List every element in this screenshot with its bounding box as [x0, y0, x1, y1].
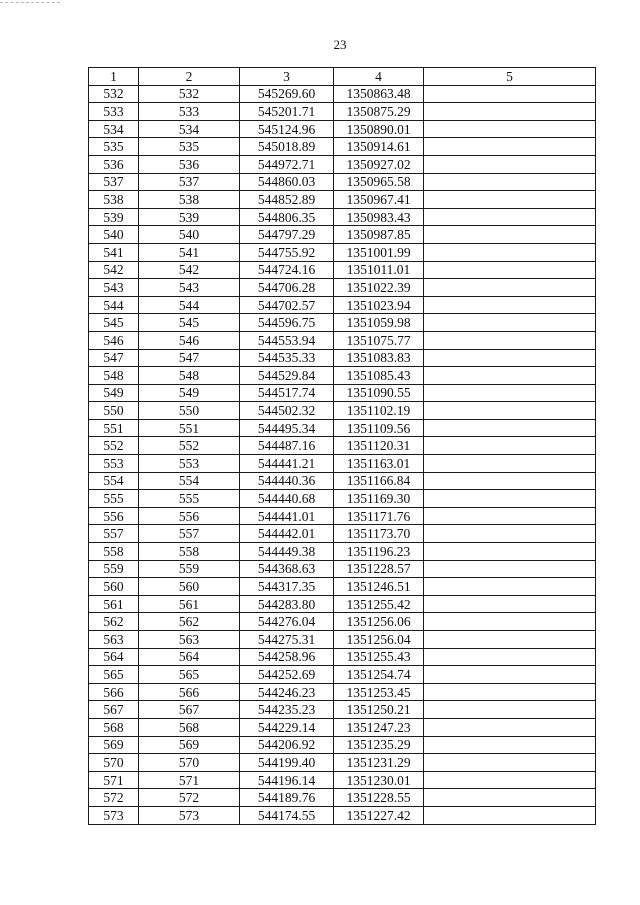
cell-note — [424, 243, 596, 261]
cell-note — [424, 402, 596, 420]
cell-y-coordinate: 1351227.42 — [334, 806, 424, 824]
cell-point-id: 570 — [139, 754, 240, 772]
cell-point-number: 543 — [89, 279, 139, 297]
cell-x-coordinate: 544258.96 — [240, 648, 334, 666]
cell-x-coordinate: 544860.03 — [240, 173, 334, 191]
cell-note — [424, 384, 596, 402]
cell-x-coordinate: 544806.35 — [240, 208, 334, 226]
cell-x-coordinate: 544229.14 — [240, 718, 334, 736]
cell-point-number: 559 — [89, 560, 139, 578]
cell-y-coordinate: 1350890.01 — [334, 120, 424, 138]
cell-point-id: 562 — [139, 613, 240, 631]
table-row — [89, 120, 596, 138]
cell-point-number: 552 — [89, 437, 139, 455]
cell-point-id: 567 — [139, 701, 240, 719]
column-header: 4 — [334, 68, 424, 86]
cell-point-number: 555 — [89, 490, 139, 508]
cell-y-coordinate: 1350967.41 — [334, 191, 424, 209]
cell-point-id: 563 — [139, 631, 240, 649]
table-row — [89, 771, 596, 789]
table-row — [89, 560, 596, 578]
cell-x-coordinate: 544553.94 — [240, 331, 334, 349]
cell-note — [424, 331, 596, 349]
cell-y-coordinate: 1351171.76 — [334, 507, 424, 525]
cell-x-coordinate: 545201.71 — [240, 103, 334, 121]
cell-point-number: 564 — [89, 648, 139, 666]
table-row — [89, 806, 596, 824]
cell-note — [424, 683, 596, 701]
cell-x-coordinate: 544755.92 — [240, 243, 334, 261]
cell-note — [424, 631, 596, 649]
cell-y-coordinate: 1351163.01 — [334, 455, 424, 473]
table-row — [89, 226, 596, 244]
cell-x-coordinate: 545124.96 — [240, 120, 334, 138]
cell-y-coordinate: 1351166.84 — [334, 472, 424, 490]
cell-note — [424, 85, 596, 103]
cell-point-id: 536 — [139, 155, 240, 173]
cell-y-coordinate: 1351256.04 — [334, 631, 424, 649]
cell-note — [424, 208, 596, 226]
cell-point-number: 567 — [89, 701, 139, 719]
cell-y-coordinate: 1351255.42 — [334, 595, 424, 613]
table-row — [89, 595, 596, 613]
cell-y-coordinate: 1351256.06 — [334, 613, 424, 631]
cell-point-number: 533 — [89, 103, 139, 121]
cell-point-id: 551 — [139, 419, 240, 437]
table-row — [89, 191, 596, 209]
cell-point-number: 545 — [89, 314, 139, 332]
cell-y-coordinate: 1351090.55 — [334, 384, 424, 402]
table-row — [89, 261, 596, 279]
table-row — [89, 243, 596, 261]
cell-point-number: 544 — [89, 296, 139, 314]
cell-note — [424, 595, 596, 613]
table-row — [89, 85, 596, 103]
cell-y-coordinate: 1351231.29 — [334, 754, 424, 772]
cell-x-coordinate: 544972.71 — [240, 155, 334, 173]
cell-y-coordinate: 1351228.55 — [334, 789, 424, 807]
cell-point-id: 565 — [139, 666, 240, 684]
cell-point-id: 554 — [139, 472, 240, 490]
page-number: 23 — [333, 37, 347, 52]
cell-note — [424, 103, 596, 121]
cell-x-coordinate: 545269.60 — [240, 85, 334, 103]
table-row — [89, 543, 596, 561]
cell-point-id: 553 — [139, 455, 240, 473]
table-header-row — [89, 68, 596, 86]
table-row — [89, 437, 596, 455]
cell-x-coordinate: 544797.29 — [240, 226, 334, 244]
cell-point-number: 558 — [89, 543, 139, 561]
cell-point-id: 572 — [139, 789, 240, 807]
table-row — [89, 736, 596, 754]
cell-y-coordinate: 1351250.21 — [334, 701, 424, 719]
cell-point-number: 534 — [89, 120, 139, 138]
cell-y-coordinate: 1350863.48 — [334, 85, 424, 103]
cell-point-id: 538 — [139, 191, 240, 209]
cell-x-coordinate: 544596.75 — [240, 314, 334, 332]
cell-point-id: 546 — [139, 331, 240, 349]
cell-note — [424, 754, 596, 772]
cell-point-number: 570 — [89, 754, 139, 772]
cell-point-number: 549 — [89, 384, 139, 402]
cell-note — [424, 578, 596, 596]
table-row — [89, 789, 596, 807]
cell-point-id: 548 — [139, 367, 240, 385]
cell-x-coordinate: 545018.89 — [240, 138, 334, 156]
cell-x-coordinate: 544517.74 — [240, 384, 334, 402]
cell-point-number: 565 — [89, 666, 139, 684]
cell-note — [424, 560, 596, 578]
cell-note — [424, 507, 596, 525]
cell-y-coordinate: 1351075.77 — [334, 331, 424, 349]
cell-y-coordinate: 1351230.01 — [334, 771, 424, 789]
cell-note — [424, 789, 596, 807]
cell-y-coordinate: 1351228.57 — [334, 560, 424, 578]
cell-point-number: 542 — [89, 261, 139, 279]
cell-note — [424, 367, 596, 385]
column-header: 3 — [240, 68, 334, 86]
cell-point-number: 571 — [89, 771, 139, 789]
cell-point-number: 538 — [89, 191, 139, 209]
cell-note — [424, 120, 596, 138]
cell-point-id: 566 — [139, 683, 240, 701]
cell-x-coordinate: 544441.01 — [240, 507, 334, 525]
cell-point-number: 532 — [89, 85, 139, 103]
cell-note — [424, 648, 596, 666]
table-row — [89, 314, 596, 332]
cell-point-number: 562 — [89, 613, 139, 631]
table-row — [89, 419, 596, 437]
table-row — [89, 349, 596, 367]
cell-x-coordinate: 544206.92 — [240, 736, 334, 754]
table-row — [89, 666, 596, 684]
cell-y-coordinate: 1351253.45 — [334, 683, 424, 701]
table-row — [89, 754, 596, 772]
cell-y-coordinate: 1351254.74 — [334, 666, 424, 684]
cell-x-coordinate: 544442.01 — [240, 525, 334, 543]
cell-x-coordinate: 544275.31 — [240, 631, 334, 649]
table-row — [89, 472, 596, 490]
table-row — [89, 138, 596, 156]
cell-x-coordinate: 544535.33 — [240, 349, 334, 367]
cell-point-id: 545 — [139, 314, 240, 332]
cell-note — [424, 490, 596, 508]
cell-point-id: 557 — [139, 525, 240, 543]
cell-point-number: 551 — [89, 419, 139, 437]
cell-x-coordinate: 544706.28 — [240, 279, 334, 297]
cell-x-coordinate: 544440.36 — [240, 472, 334, 490]
cell-point-number: 554 — [89, 472, 139, 490]
cell-point-id: 571 — [139, 771, 240, 789]
cell-point-id: 555 — [139, 490, 240, 508]
table-row — [89, 683, 596, 701]
cell-y-coordinate: 1351085.43 — [334, 367, 424, 385]
cell-y-coordinate: 1350914.61 — [334, 138, 424, 156]
cell-y-coordinate: 1350983.43 — [334, 208, 424, 226]
cell-point-id: 573 — [139, 806, 240, 824]
cell-point-number: 573 — [89, 806, 139, 824]
cell-x-coordinate: 544196.14 — [240, 771, 334, 789]
cell-point-id: 556 — [139, 507, 240, 525]
cell-x-coordinate: 544502.32 — [240, 402, 334, 420]
cell-point-number: 563 — [89, 631, 139, 649]
cell-note — [424, 437, 596, 455]
cell-point-number: 568 — [89, 718, 139, 736]
cell-point-number: 540 — [89, 226, 139, 244]
column-header: 2 — [139, 68, 240, 86]
cell-y-coordinate: 1351001.99 — [334, 243, 424, 261]
table-body — [89, 85, 596, 824]
cell-x-coordinate: 544440.68 — [240, 490, 334, 508]
cell-x-coordinate: 544283.80 — [240, 595, 334, 613]
cell-point-id: 564 — [139, 648, 240, 666]
cell-x-coordinate: 544495.34 — [240, 419, 334, 437]
cell-point-id: 537 — [139, 173, 240, 191]
cell-point-number: 553 — [89, 455, 139, 473]
cell-x-coordinate: 544174.55 — [240, 806, 334, 824]
cell-point-number: 539 — [89, 208, 139, 226]
table-row — [89, 648, 596, 666]
cell-point-id: 532 — [139, 85, 240, 103]
table-row — [89, 208, 596, 226]
cell-point-number: 536 — [89, 155, 139, 173]
cell-point-number: 541 — [89, 243, 139, 261]
table-row — [89, 525, 596, 543]
cell-y-coordinate: 1350875.29 — [334, 103, 424, 121]
cell-point-number: 560 — [89, 578, 139, 596]
cell-point-number: 547 — [89, 349, 139, 367]
cell-note — [424, 736, 596, 754]
table-row — [89, 490, 596, 508]
cell-point-id: 535 — [139, 138, 240, 156]
cell-point-number: 546 — [89, 331, 139, 349]
cell-point-id: 568 — [139, 718, 240, 736]
table-row — [89, 155, 596, 173]
cell-point-id: 560 — [139, 578, 240, 596]
cell-point-id: 552 — [139, 437, 240, 455]
cell-note — [424, 472, 596, 490]
cell-y-coordinate: 1351246.51 — [334, 578, 424, 596]
cell-note — [424, 314, 596, 332]
column-header: 1 — [89, 68, 139, 86]
cell-point-id: 533 — [139, 103, 240, 121]
cell-y-coordinate: 1351120.31 — [334, 437, 424, 455]
cell-note — [424, 138, 596, 156]
cell-y-coordinate: 1351109.56 — [334, 419, 424, 437]
cell-point-id: 547 — [139, 349, 240, 367]
cell-y-coordinate: 1351059.98 — [334, 314, 424, 332]
cell-y-coordinate: 1351083.83 — [334, 349, 424, 367]
cell-note — [424, 666, 596, 684]
cell-point-id: 561 — [139, 595, 240, 613]
cell-point-number: 556 — [89, 507, 139, 525]
cell-point-id: 543 — [139, 279, 240, 297]
scan-artifact-line — [0, 2, 60, 5]
cell-note — [424, 296, 596, 314]
cell-x-coordinate: 544724.16 — [240, 261, 334, 279]
cell-x-coordinate: 544702.57 — [240, 296, 334, 314]
cell-x-coordinate: 544852.89 — [240, 191, 334, 209]
table-row — [89, 296, 596, 314]
cell-point-id: 541 — [139, 243, 240, 261]
cell-x-coordinate: 544189.76 — [240, 789, 334, 807]
cell-x-coordinate: 544252.69 — [240, 666, 334, 684]
cell-note — [424, 226, 596, 244]
cell-point-id: 539 — [139, 208, 240, 226]
cell-x-coordinate: 544317.35 — [240, 578, 334, 596]
table-row — [89, 331, 596, 349]
cell-point-id: 534 — [139, 120, 240, 138]
cell-point-number: 572 — [89, 789, 139, 807]
cell-point-id: 558 — [139, 543, 240, 561]
cell-x-coordinate: 544441.21 — [240, 455, 334, 473]
cell-note — [424, 771, 596, 789]
cell-point-id: 544 — [139, 296, 240, 314]
cell-y-coordinate: 1350965.58 — [334, 173, 424, 191]
cell-y-coordinate: 1350987.85 — [334, 226, 424, 244]
cell-y-coordinate: 1351169.30 — [334, 490, 424, 508]
cell-point-number: 569 — [89, 736, 139, 754]
cell-point-number: 561 — [89, 595, 139, 613]
cell-note — [424, 543, 596, 561]
cell-y-coordinate: 1351173.70 — [334, 525, 424, 543]
cell-point-id: 549 — [139, 384, 240, 402]
cell-point-number: 548 — [89, 367, 139, 385]
table-row — [89, 367, 596, 385]
cell-y-coordinate: 1351235.29 — [334, 736, 424, 754]
cell-y-coordinate: 1351023.94 — [334, 296, 424, 314]
cell-x-coordinate: 544235.23 — [240, 701, 334, 719]
table-row — [89, 384, 596, 402]
cell-point-number: 550 — [89, 402, 139, 420]
cell-note — [424, 349, 596, 367]
cell-note — [424, 718, 596, 736]
cell-y-coordinate: 1351022.39 — [334, 279, 424, 297]
table-row — [89, 701, 596, 719]
cell-y-coordinate: 1351247.23 — [334, 718, 424, 736]
table-row — [89, 103, 596, 121]
cell-point-number: 566 — [89, 683, 139, 701]
cell-note — [424, 191, 596, 209]
cell-x-coordinate: 544199.40 — [240, 754, 334, 772]
cell-y-coordinate: 1351102.19 — [334, 402, 424, 420]
coordinates-table — [88, 67, 596, 825]
cell-x-coordinate: 544246.23 — [240, 683, 334, 701]
cell-note — [424, 419, 596, 437]
table-row — [89, 455, 596, 473]
cell-y-coordinate: 1350927.02 — [334, 155, 424, 173]
cell-point-id: 550 — [139, 402, 240, 420]
cell-y-coordinate: 1351255.43 — [334, 648, 424, 666]
cell-x-coordinate: 544487.16 — [240, 437, 334, 455]
cell-y-coordinate: 1351196.23 — [334, 543, 424, 561]
cell-note — [424, 455, 596, 473]
table-row — [89, 279, 596, 297]
table-row — [89, 507, 596, 525]
cell-note — [424, 279, 596, 297]
cell-note — [424, 701, 596, 719]
cell-note — [424, 525, 596, 543]
cell-x-coordinate: 544368.63 — [240, 560, 334, 578]
cell-x-coordinate: 544276.04 — [240, 613, 334, 631]
cell-point-number: 557 — [89, 525, 139, 543]
table-row — [89, 718, 596, 736]
cell-point-id: 559 — [139, 560, 240, 578]
cell-point-id: 540 — [139, 226, 240, 244]
cell-note — [424, 613, 596, 631]
cell-note — [424, 806, 596, 824]
table-row — [89, 631, 596, 649]
cell-note — [424, 261, 596, 279]
cell-x-coordinate: 544529.84 — [240, 367, 334, 385]
cell-point-id: 569 — [139, 736, 240, 754]
table-row — [89, 613, 596, 631]
cell-x-coordinate: 544449.38 — [240, 543, 334, 561]
column-header: 5 — [424, 68, 596, 86]
cell-y-coordinate: 1351011.01 — [334, 261, 424, 279]
cell-point-number: 535 — [89, 138, 139, 156]
table-row — [89, 173, 596, 191]
cell-note — [424, 155, 596, 173]
table-row — [89, 578, 596, 596]
cell-note — [424, 173, 596, 191]
table-row — [89, 402, 596, 420]
cell-point-number: 537 — [89, 173, 139, 191]
cell-point-id: 542 — [139, 261, 240, 279]
